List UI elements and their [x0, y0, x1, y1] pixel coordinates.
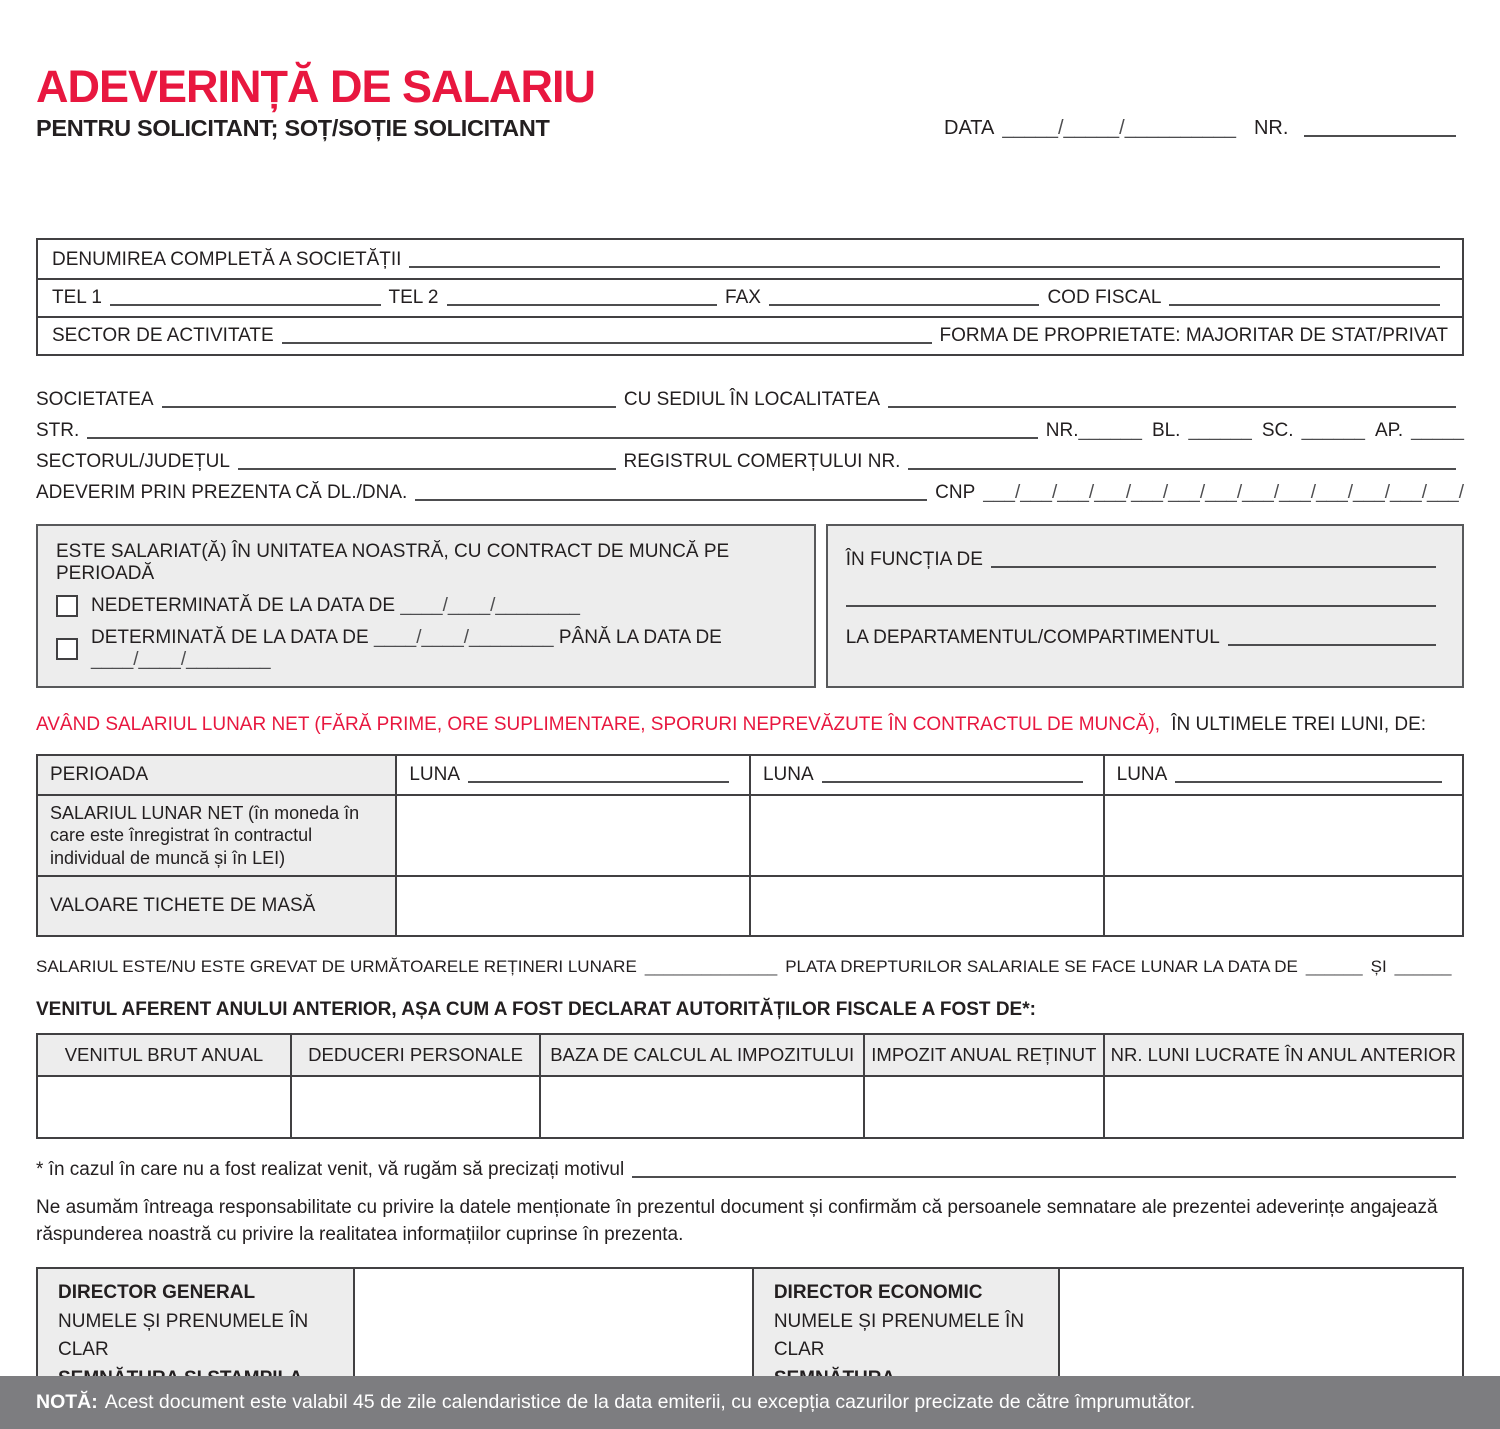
sector-activitate-label: SECTOR DE ACTIVITATE [52, 324, 274, 346]
director-general-title: DIRECTOR GENERAL [58, 1282, 256, 1304]
venit-table [36, 1033, 1464, 1139]
forma-proprietate-label: FORMA DE PROPRIETATE: MAJORITAR DE STAT/PRIVAT [939, 324, 1448, 346]
tel1-label: TEL 1 [52, 286, 102, 308]
cnp-blank: ___/___/___/___/___/___/___/___/___/___/___/___/___/ [983, 481, 1464, 503]
page-subtitle: PENTRU SOLICITANT; SOȚ/SOȚIE SOLICITANT [36, 114, 550, 141]
retineri-blank1: ______________ [644, 957, 778, 977]
functia-row [846, 541, 1444, 571]
company-box [36, 238, 1464, 356]
departament-label: LA DEPARTAMENTUL/COMPARTIMENTUL [845, 626, 1220, 648]
retineri-blank2: ______ [1305, 957, 1363, 977]
functia-blank-line [991, 566, 1436, 568]
venit-cell-luni [1104, 1076, 1463, 1138]
bloc-blank: ______ [1188, 419, 1252, 441]
salary-intro-line [36, 714, 1464, 736]
nota-text: Acest document este valabil 45 de zile calendaristice de la data emiterii, cu excepția cazurilor precizate de către împrumutător. [104, 1391, 1196, 1413]
venit-cell-baza [540, 1076, 864, 1138]
fax-blank-line [769, 304, 1040, 306]
perioada-header: PERIOADA [37, 755, 396, 795]
retineri-part1: SALARIUL ESTE/NU ESTE GREVAT DE URMĂTOARELE REȚINERI LUNARE [36, 957, 637, 977]
fax-label: FAX [725, 286, 761, 308]
functia-continuation-row [846, 580, 1444, 610]
venit-col-brut: VENITUL BRUT ANUAL [37, 1034, 291, 1076]
sector-activitate-blank-line [282, 342, 932, 344]
tichete-cell-3 [1104, 876, 1463, 936]
nume-blank-line [415, 499, 927, 501]
footnote-blank-line [632, 1176, 1456, 1178]
title-block [36, 61, 596, 142]
societatea-label: SOCIETATEA [36, 388, 154, 410]
apartament-blank: _____ [1411, 419, 1464, 441]
venit-cell-deduceri [291, 1076, 541, 1138]
luna2-header: LUNA [750, 755, 1104, 795]
checkbox-determinata[interactable] [56, 638, 78, 660]
company-name-blank-line [409, 266, 1440, 268]
salariu-net-cell-2 [750, 795, 1104, 877]
address-section [36, 380, 1464, 504]
cod-fiscal-label: COD FISCAL [1047, 286, 1162, 308]
tichete-row [37, 876, 1463, 936]
page-title: ADEVERINȚĂ DE SALARIU [36, 61, 596, 112]
venit-cell-brut [37, 1076, 291, 1138]
tel2-label: TEL 2 [388, 286, 439, 308]
checkbox-nedeterminata[interactable] [56, 595, 78, 617]
functia-label: ÎN FUNCȚIA DE [845, 548, 983, 570]
bloc-label: BL. [1151, 419, 1181, 441]
numar-blank: ______ [1078, 419, 1142, 441]
judet-blank-line [238, 468, 616, 470]
contract-intro: ESTE SALARIAT(Ă) ÎN UNITATEA NOASTRĂ, CU CONTRACT DE MUNCĂ PE PERIOADĂ [56, 540, 730, 584]
tel2-blank-line [447, 304, 718, 306]
footer-note-bar [0, 1376, 1500, 1429]
luna1-blank-line [468, 781, 729, 783]
company-name-label: DENUMIREA COMPLETĂ A SOCIETĂȚII [52, 248, 402, 270]
departament-row [846, 619, 1444, 649]
adeverim-row [36, 473, 1464, 504]
option-nedeterminata-row [56, 595, 796, 617]
salariu-net-label: SALARIUL LUNAR NET (în moneda în care este înregistrat în contractul individual de muncă și în LEI) [37, 795, 396, 877]
director-economic-title: DIRECTOR ECONOMIC [773, 1282, 983, 1304]
tel1-blank-line [110, 304, 381, 306]
header [36, 61, 1464, 142]
venit-cell-impozit [864, 1076, 1104, 1138]
retineri-part3: ȘI [1370, 957, 1387, 977]
departament-blank-line [1228, 644, 1436, 646]
employment-section [36, 524, 1464, 688]
contract-box [36, 524, 816, 688]
scara-label: SC. [1261, 419, 1294, 441]
scara-blank: ______ [1301, 419, 1365, 441]
company-contacts-row [38, 278, 1462, 316]
luna1-header: LUNA [396, 755, 750, 795]
tichete-cell-1 [396, 876, 750, 936]
salary-table [36, 754, 1464, 938]
luna3-header: LUNA [1104, 755, 1463, 795]
footnote-text: * în cazul în care nu a fost realizat venit, vă rugăm să precizați motivul [36, 1159, 625, 1181]
numar-label: NR. [1045, 419, 1079, 441]
director-economic-name-label: NUMELE ȘI PRENUMELE ÎN CLAR [773, 1310, 1025, 1361]
cnp-label: CNP [935, 481, 976, 503]
retineri-blank3: ______ [1394, 957, 1452, 977]
venit-heading: VENITUL AFERENT ANULUI ANTERIOR, AȘA CUM A FOST DECLARAT AUTORITĂȚILOR FISCALE A FOST DE*: [36, 999, 1036, 1021]
salary-intro-black: ÎN ULTIMELE TREI LUNI, DE: [1171, 713, 1427, 735]
strada-blank-line [87, 437, 1038, 439]
date-blank: _____/_____/__________ [1002, 116, 1236, 139]
strada-row [36, 411, 1464, 442]
retineri-part2: PLATA DREPTURILOR SALARIALE SE FACE LUNAR LA DATA DE [785, 957, 1298, 977]
apartament-label: AP. [1374, 419, 1404, 441]
adeverim-label: ADEVERIM PRIN PREZENTA CĂ DL./DNA. [36, 481, 408, 503]
salariu-net-row [37, 795, 1463, 877]
judet-row [36, 442, 1464, 473]
judet-label: SECTORUL/JUDEȚUL [36, 450, 230, 472]
strada-label: STR. [36, 419, 80, 441]
salary-table-header-row [37, 755, 1463, 795]
nr-blank-line [1304, 135, 1456, 137]
registru-blank-line [908, 468, 1456, 470]
venit-header-row [37, 1034, 1463, 1076]
footnote-row [36, 1159, 1464, 1181]
date-nr-row [944, 117, 1464, 140]
societatea-blank-line [162, 406, 616, 408]
venit-values-row [37, 1076, 1463, 1138]
luna3-blank-line [1175, 781, 1442, 783]
salary-intro-red: AVÂND SALARIUL LUNAR NET (FĂRĂ PRIME, ORE SUPLIMENTARE, SPORURI NEPREVĂZUTE ÎN CONTRACTUL DE MUNCĂ), [36, 713, 1160, 735]
salariu-net-cell-3 [1104, 795, 1463, 877]
luna2-blank-line [822, 781, 1083, 783]
functia-continuation-line [846, 605, 1436, 607]
venit-col-impozit: IMPOZIT ANUAL REȚINUT [864, 1034, 1104, 1076]
localitatea-blank-line [888, 406, 1456, 408]
functie-box [826, 524, 1464, 688]
option-nedeterminata-text: NEDETERMINATĂ DE LA DATA DE ____/____/________ [91, 594, 580, 616]
cod-fiscal-blank-line [1169, 304, 1440, 306]
director-general-name-label: NUMELE ȘI PRENUMELE ÎN CLAR [58, 1310, 309, 1361]
nr-label: NR. [1253, 116, 1289, 139]
nota-label: NOTĂ: [36, 1391, 98, 1413]
venit-col-deduceri: DEDUCERI PERSONALE [291, 1034, 541, 1076]
option-determinata-text: DETERMINATĂ DE LA DATA DE ____/____/________ PÂNĂ LA DATA DE ____/____/________ [91, 626, 722, 670]
company-sector-row [38, 316, 1462, 354]
venit-col-baza: BAZA DE CALCUL AL IMPOZITULUI [540, 1034, 864, 1076]
responsibility-paragraph: Ne asumăm întreaga responsabilitate cu privire la datele menționate în prezentul document și confirmăm că persoanele semnatare ale prezentei adeverințe angajează răspunderea noastră cu privire la realitatea informațiilor cuprinse în prezenta. [36, 1197, 1438, 1246]
sediul-label: CU SEDIUL ÎN LOCALITATEA [623, 388, 881, 410]
tichete-cell-2 [750, 876, 1104, 936]
retineri-line [36, 957, 1464, 977]
option-determinata-row [56, 627, 796, 671]
registru-label: REGISTRUL COMERȚULUI NR. [623, 450, 901, 472]
societatea-row [36, 380, 1464, 411]
company-name-row [38, 240, 1462, 278]
venit-col-luni: NR. LUNI LUCRATE ÎN ANUL ANTERIOR [1104, 1034, 1463, 1076]
date-label: DATA [944, 116, 995, 139]
salariu-net-cell-1 [396, 795, 750, 877]
tichete-label: VALOARE TICHETE DE MASĂ [37, 876, 396, 936]
